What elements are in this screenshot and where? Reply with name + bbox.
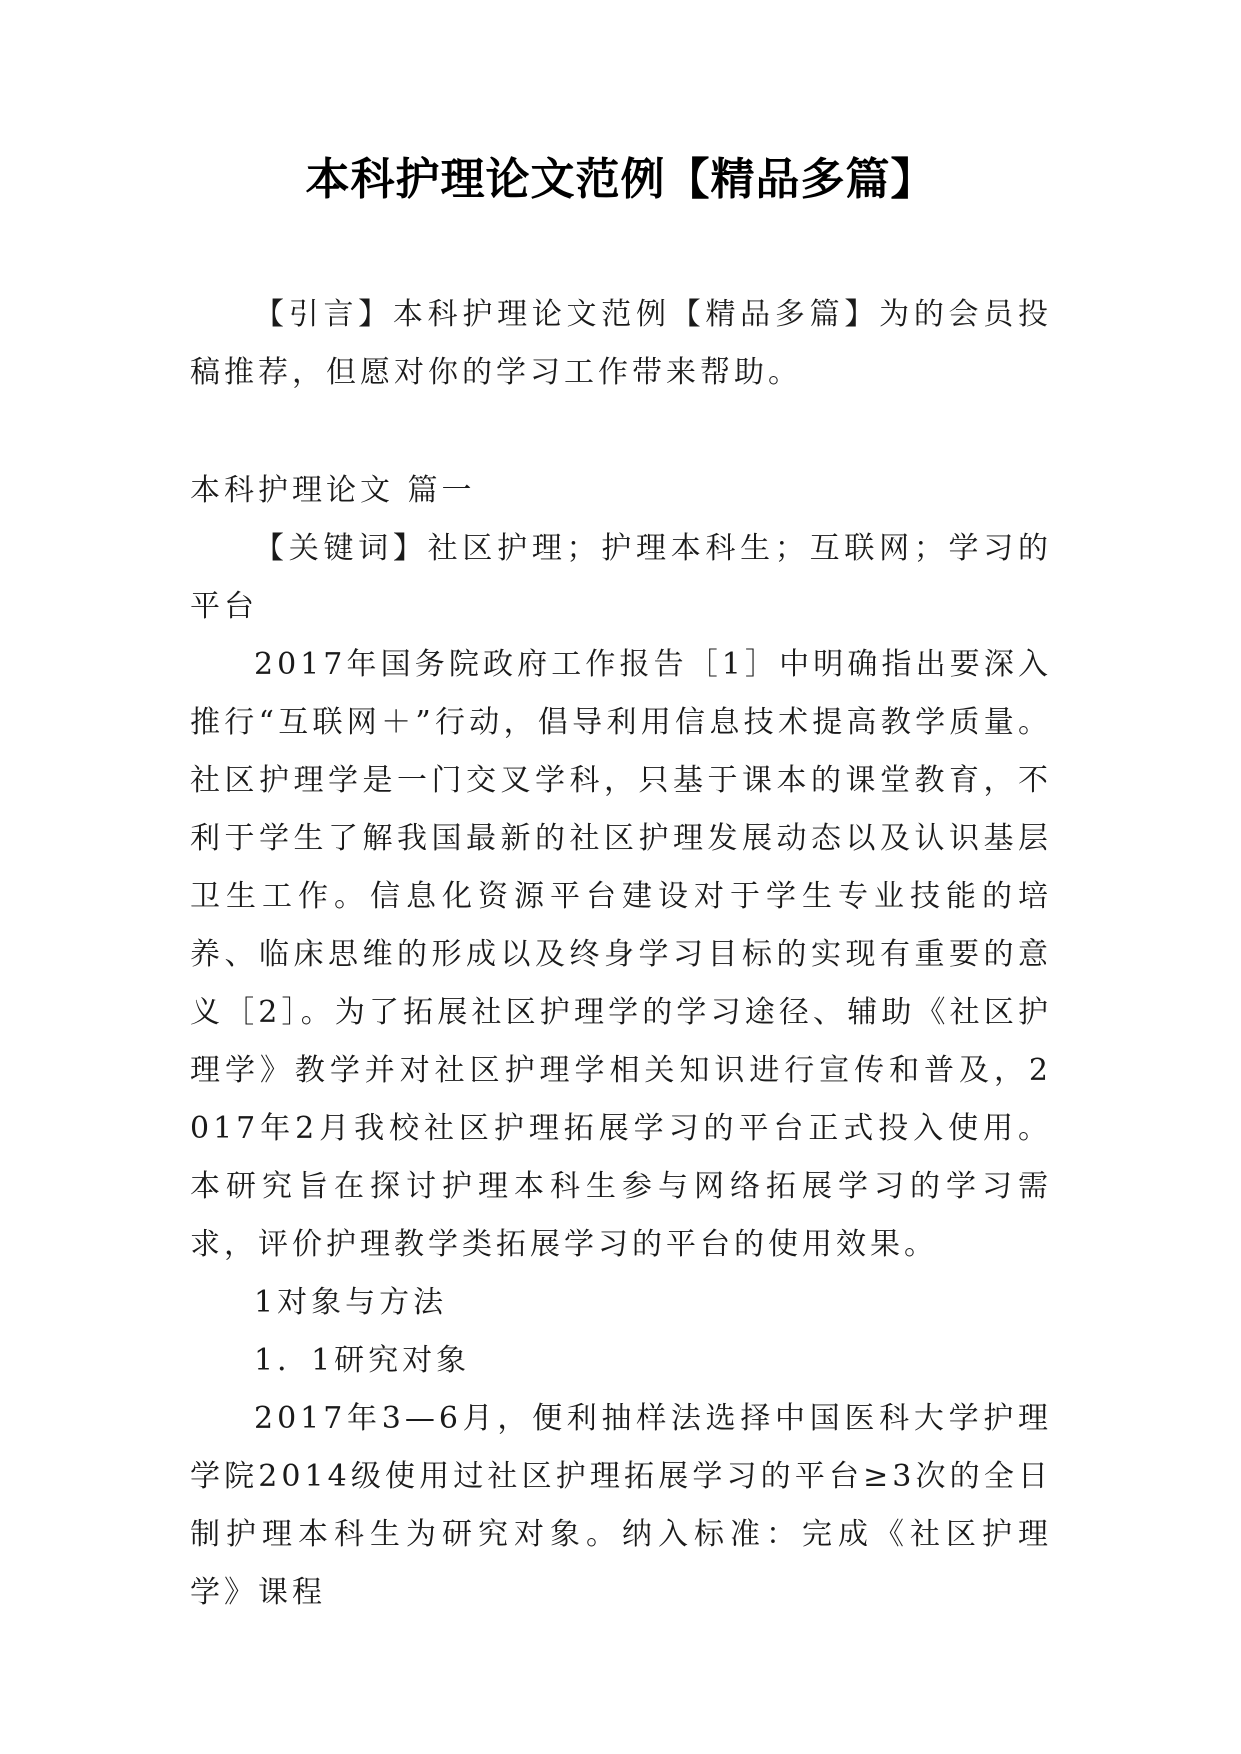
body-paragraph-subjects: 2017年3—6月，便利抽样法选择中国医科大学护理学院2014级使用过社区护理拓展学习的平台≥3次的全日制护理本科生为研究对象。纳入标准：完成《社区护理学》课程 (190, 1401, 1052, 1610)
subheading-methods: 1对象与方法 (254, 1285, 448, 1320)
subheading-subjects: 1．1研究对象 (254, 1343, 471, 1378)
document-title: 本科护理论文范例【精品多篇】 (305, 154, 936, 205)
keywords-paragraph: 【关键词】社区护理；护理本科生；互联网；学习的平台 (190, 531, 1052, 624)
section-heading: 本科护理论文 篇一 (190, 473, 476, 508)
body-paragraph: 2017年国务院政府工作报告［1］中明确指出要深入推行“互联网＋”行动，倡导利用信息技术提高教学质量。社区护理学是一门交叉学科，只基于课本的课堂教育，不利于学生了解我国最新的社区护理发展动态以及认识基层卫生工作。信息化资源平台建设对于学生专业技能的培养、临床思维的形成以及终身学习目标的实现有重要的意义［2］。为了拓展社区护理学的学习途径、辅助《社区护理学》教学并对社区护理学相关知识进行宣传和普及，2017年2月我校社区护理拓展学习的平台正式投入使用。本研究旨在探讨护理本科生参与网络拓展学习的学习需求，评价护理教学类拓展学习的平台的使用效果。 (190, 647, 1052, 1262)
intro-paragraph: 【引言】本科护理论文范例【精品多篇】为的会员投稿推荐，但愿对你的学习工作带来帮助。 (190, 297, 1052, 390)
